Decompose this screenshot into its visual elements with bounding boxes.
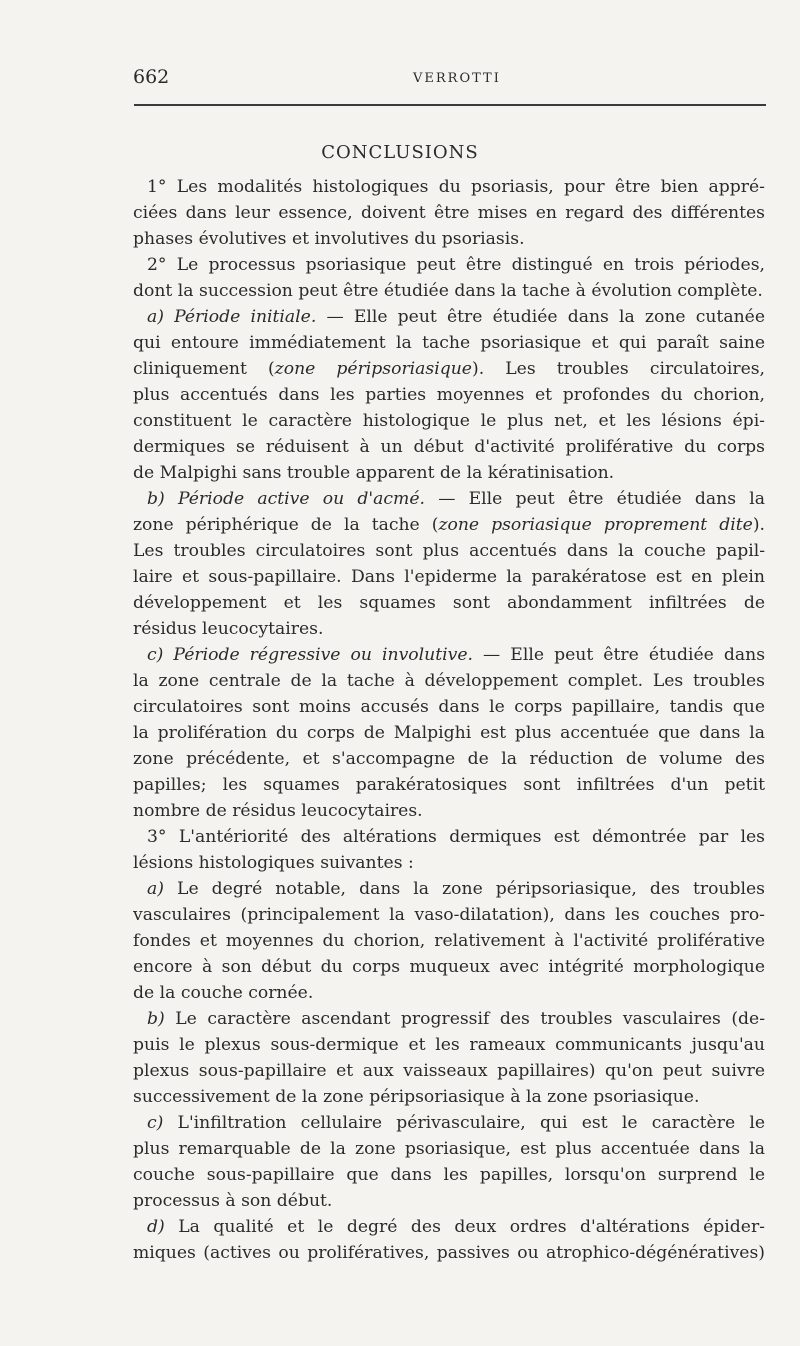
line-italic: Période initiale.: [174, 307, 317, 327]
text-line: [133, 200, 765, 226]
line-label: c): [147, 1113, 164, 1133]
text-line: [133, 850, 765, 876]
text-line: [133, 330, 765, 356]
line-text: constituent le caractère histologique le plus net, et les lésions épi-: [133, 411, 765, 431]
text-line: [133, 1214, 765, 1240]
line-dash: —: [424, 489, 469, 509]
text-line: [133, 798, 765, 824]
line-text: Elle peut être étudiée dans la: [468, 489, 765, 509]
line-text: 1° Les modalités histologiques du psoriasis, pour être bien appré-: [147, 177, 765, 197]
text-line: [133, 356, 765, 382]
text-line: [133, 694, 765, 720]
line-text: lésions histologiques suivantes :: [133, 853, 414, 873]
text-line: [133, 720, 765, 746]
text-line: [133, 382, 765, 408]
text-line: [133, 486, 765, 512]
section-title: CONCLUSIONS: [321, 142, 479, 163]
line-italic: Période active ou d'acmé.: [177, 489, 425, 509]
text-line: [133, 278, 765, 304]
text-line: [133, 512, 765, 538]
line-text: Les troubles circulatoires sont plus accentués dans la couche papil-: [133, 541, 765, 561]
line-text: laire et sous-papillaire. Dans l'epiderme la parakératose est en plein: [133, 567, 765, 587]
line-text: plus accentués dans les parties moyennes et profondes du chorion,: [133, 385, 765, 405]
line-text: vasculaires (principalement la vaso-dilatation), dans les couches pro-: [133, 905, 765, 925]
line-text: 2° Le processus psoriasique peut être distingué en trois périodes,: [147, 255, 765, 275]
line-italic: Période régressive ou involutive.: [173, 645, 473, 665]
text-line: [133, 252, 765, 278]
text-line: [133, 1006, 765, 1032]
text-line: [133, 616, 765, 642]
text-line: [133, 408, 765, 434]
text-line: [133, 564, 765, 590]
line-text: dermiques se réduisent à un début d'activité proliférative du corps: [133, 437, 765, 457]
text-line: [133, 226, 765, 252]
line-text: phases évolutives et involutives du psoriasis.: [133, 229, 525, 249]
line-text: plexus sous-papillaire et aux vaisseaux papillaires) qu'on peut suivre: [133, 1061, 765, 1081]
line-text: cliniquement (: [133, 359, 275, 379]
line-text: plus remarquable de la zone psoriasique, est plus accentuée dans la: [133, 1139, 765, 1159]
line-text: la prolifération du corps de Malpighi est plus accentuée que dans la: [133, 723, 765, 743]
line-text: nombre de résidus leucocytaires.: [133, 801, 423, 821]
text-line: [133, 980, 765, 1006]
text-line: [133, 824, 765, 850]
line-text: zone précédente, et s'accompagne de la réduction de volume des: [133, 749, 765, 769]
text-line: [133, 1162, 765, 1188]
line-text: Elle peut être étudiée dans la zone cutanée: [353, 307, 765, 327]
running-title: VERROTTI: [413, 71, 501, 86]
line-text: processus à son début.: [133, 1191, 333, 1211]
line-text: qui entoure immédiatement la tache psoriasique et qui paraît saine: [133, 333, 765, 353]
text-line: [133, 304, 765, 330]
line-text: développement et les squames sont abondamment infiltrées de: [133, 593, 765, 613]
line-text: couche sous-papillaire que dans les papilles, lorsqu'on surprend le: [133, 1165, 765, 1185]
text-line: [133, 1240, 765, 1266]
line-text: miques (actives ou prolifératives, passives ou atrophico-dégénératives): [133, 1243, 765, 1263]
line-label: b): [147, 1009, 165, 1029]
line-text: ciées dans leur essence, doivent être mises en regard des différentes: [133, 203, 765, 223]
line-text: Elle peut être étudiée dans: [510, 645, 765, 665]
line-text: zone périphérique de la tache (: [133, 515, 439, 535]
body-text: [133, 174, 765, 1266]
text-line: [133, 1110, 765, 1136]
text-line: [133, 902, 765, 928]
text-line: [133, 174, 765, 200]
text-line: [133, 772, 765, 798]
text-line: [133, 746, 765, 772]
line-label: b): [147, 489, 165, 509]
line-text: 3° L'antériorité des altérations dermiques est démontrée par les: [147, 827, 765, 847]
line-label: a): [147, 879, 164, 899]
text-line: [133, 642, 765, 668]
text-line: [133, 1136, 765, 1162]
line-dash: —: [316, 307, 354, 327]
line-label: d): [147, 1217, 165, 1237]
line-text: la zone centrale de la tache à développement complet. Les troubles: [133, 671, 765, 691]
line-after: ). Les troubles circulatoires,: [471, 359, 765, 379]
text-line: [133, 1188, 765, 1214]
page-header: [133, 66, 765, 96]
line-text: résidus leucocytaires.: [133, 619, 324, 639]
text-line: [133, 1058, 765, 1084]
line-text: encore à son début du corps muqueux avec intégrité morphologique: [133, 957, 765, 977]
line-italic: zone psoriasique proprement dite: [438, 515, 753, 535]
text-line: [133, 928, 765, 954]
text-line: [133, 1032, 765, 1058]
line-italic: zone péripsoriasique: [274, 359, 472, 379]
line-text: Le caractère ascendant progressif des troubles vasculaires (de-: [175, 1009, 765, 1029]
line-text: dont la succession peut être étudiée dans la tache à évolution complète.: [133, 281, 763, 301]
text-line: [133, 434, 765, 460]
line-dash: —: [472, 645, 511, 665]
page-number: 662: [133, 66, 170, 88]
text-line: [133, 590, 765, 616]
line-after: ).: [752, 515, 765, 535]
text-line: [133, 460, 765, 486]
line-text: puis le plexus sous-dermique et les rameaux communicants jusqu'au: [133, 1035, 765, 1055]
line-label: c): [147, 645, 164, 665]
line-text: successivement de la zone péripsoriasique à la zone psoriasique.: [133, 1087, 700, 1107]
line-text: circulatoires sont moins accusés dans le corps papillaire, tandis que: [133, 697, 765, 717]
line-text: de la couche cornée.: [133, 983, 314, 1003]
line-text: La qualité et le degré des deux ordres d'altérations épider-: [178, 1217, 765, 1237]
header-rule: [134, 104, 766, 106]
text-line: [133, 876, 765, 902]
line-label: a): [147, 307, 164, 327]
line-text: Le degré notable, dans la zone péripsoriasique, des troubles: [177, 879, 765, 899]
line-text: L'infiltration cellulaire périvasculaire, qui est le caractère le: [177, 1113, 765, 1133]
text-line: [133, 1084, 765, 1110]
line-text: papilles; les squames parakératosiques sont infiltrées d'un petit: [133, 775, 765, 795]
line-text: de Malpighi sans trouble apparent de la kératinisation.: [133, 463, 615, 483]
text-line: [133, 668, 765, 694]
text-line: [133, 954, 765, 980]
text-line: [133, 538, 765, 564]
line-text: fondes et moyennes du chorion, relativement à l'activité proliférative: [133, 931, 765, 951]
